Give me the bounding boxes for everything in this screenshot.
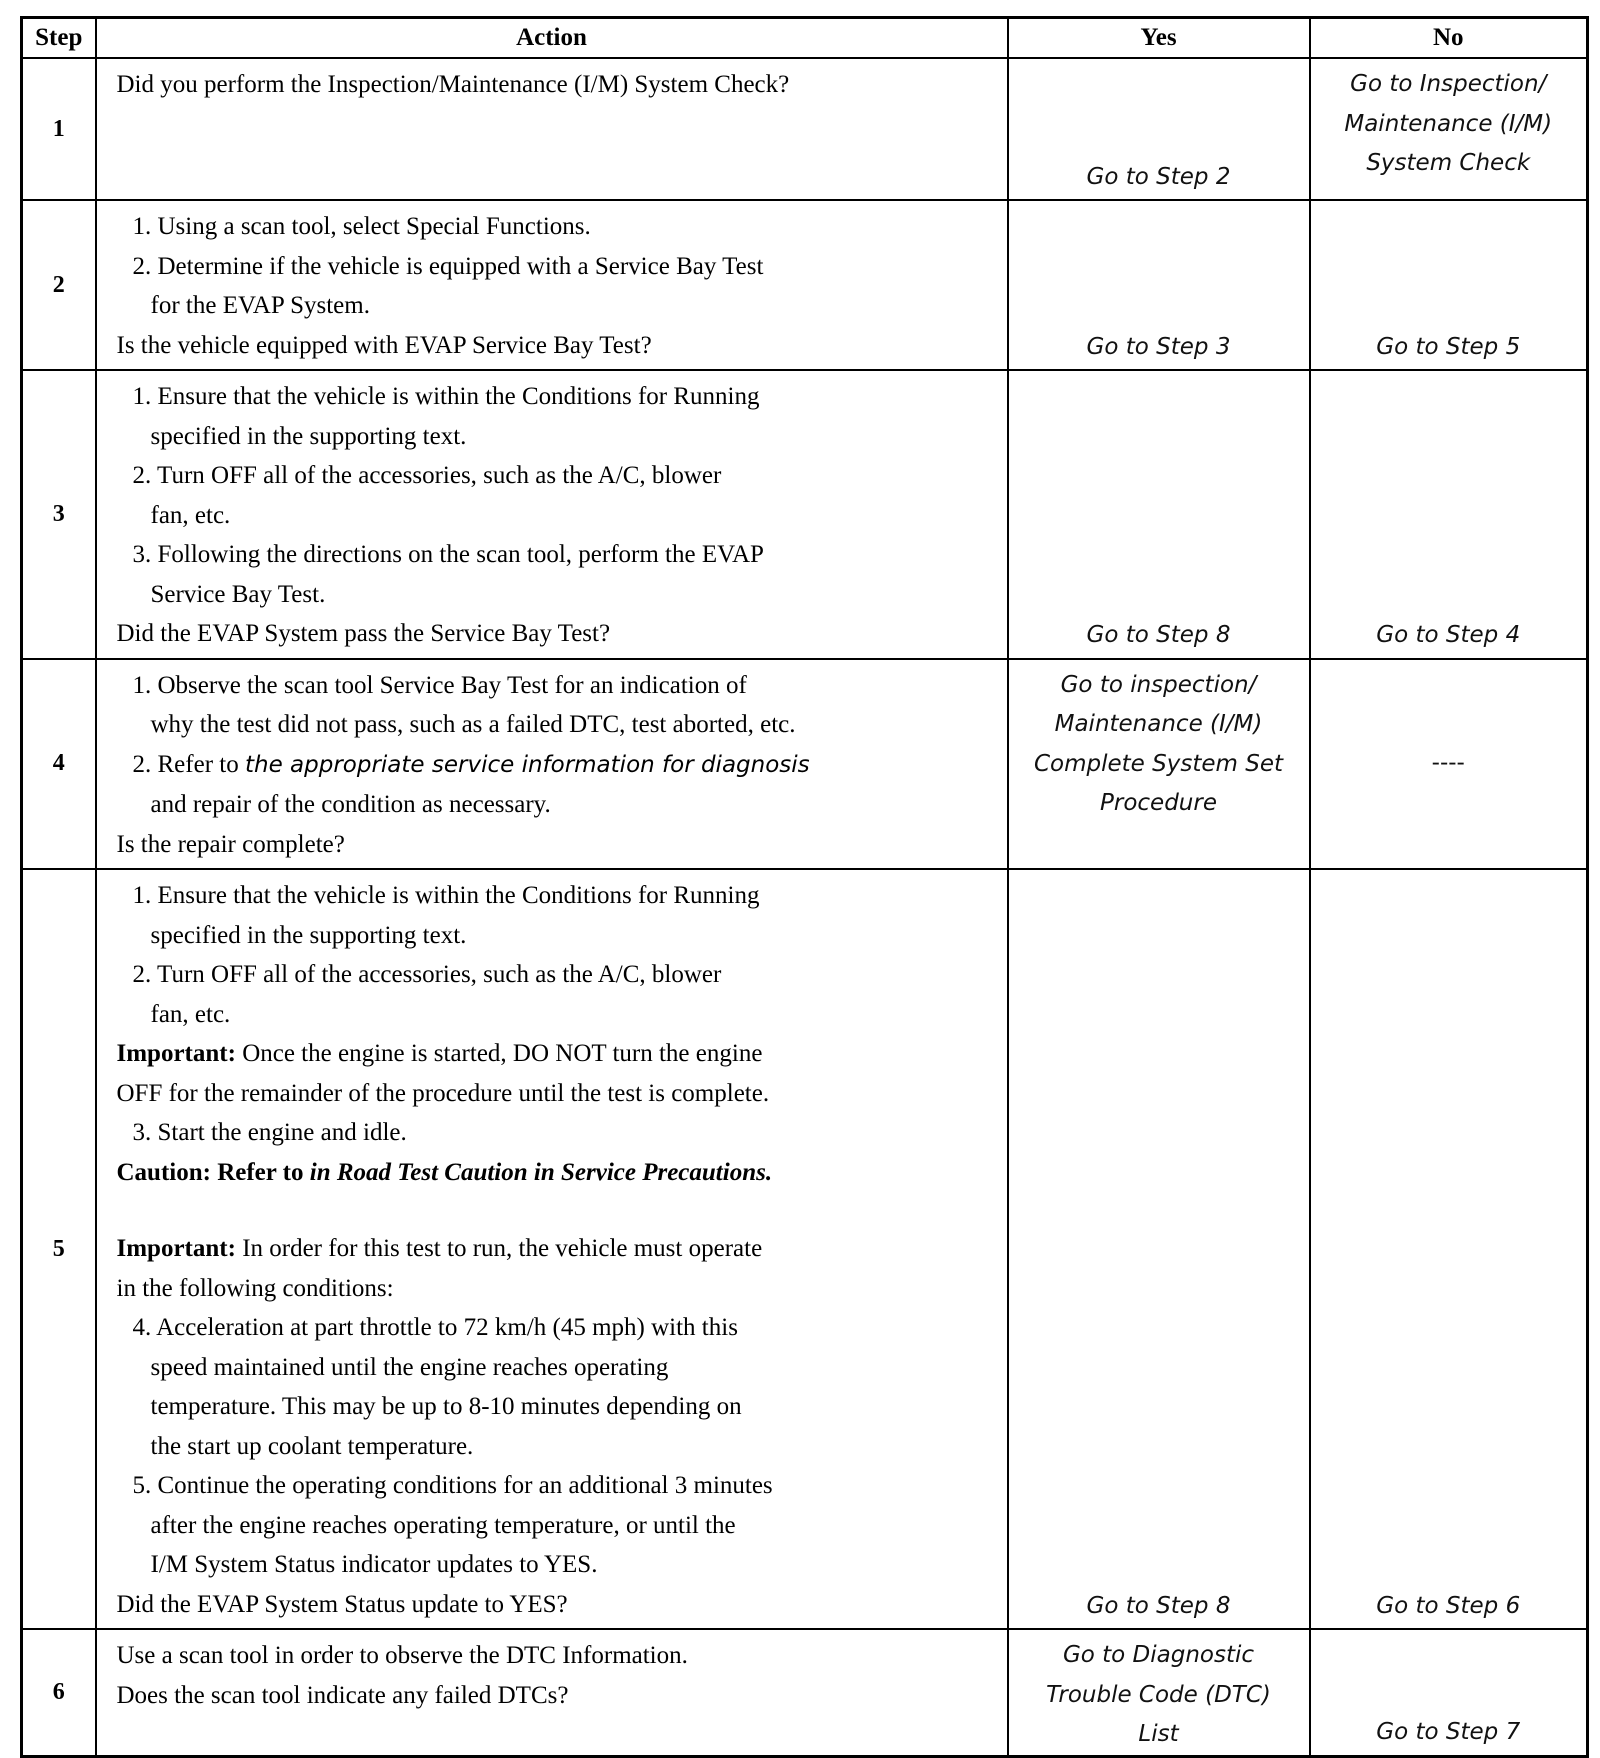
no-cell (1310, 659, 1588, 870)
action-item: 3. Start the engine and idle. (132, 1119, 407, 1146)
yes-cell[interactable] (1008, 1629, 1310, 1756)
action-item: 1. Ensure that the vehicle is within the Conditions for Running (132, 383, 760, 410)
yes-cell (1008, 58, 1310, 200)
action-item: 2. Turn OFF all of the accessories, such as the A/C, blower (132, 462, 722, 489)
yes-link[interactable]: Go to Step 2 (1086, 163, 1231, 190)
yes-cell[interactable] (1008, 659, 1310, 870)
action-item-continued: after the engine reaches operating temperature, or until the (150, 1511, 736, 1539)
step-number: 3 (22, 370, 96, 659)
action-item: 1. Using a scan tool, select Special Functions. (132, 213, 591, 240)
action-line: Use a scan tool in order to observe the DTC Information. (116, 1642, 688, 1669)
action-item: 2. Determine if the vehicle is equipped with a Service Bay Test (132, 252, 764, 280)
yes-cell (1008, 200, 1310, 370)
action-item-continued: for the EVAP System. (150, 292, 370, 319)
step-question: Did the EVAP System Status update to YES? (116, 1590, 568, 1618)
step-action (96, 659, 1008, 870)
no-link[interactable]: Go to Step 5 (1376, 333, 1521, 360)
step-row-3 (22, 370, 1588, 659)
step-number: 5 (22, 869, 96, 1629)
no-link[interactable]: Go to Step 4 (1376, 622, 1521, 648)
step-question: Does the scan tool indicate any failed DTCs? (116, 1681, 569, 1709)
step-number: 4 (22, 659, 96, 870)
header-yes: Yes (1008, 18, 1310, 59)
step-action (96, 200, 1008, 370)
header-no: No (1310, 18, 1588, 59)
important-note-continued: OFF for the remainder of the procedure until the test is complete. (116, 1079, 770, 1107)
action-item: 1. Observe the scan tool Service Bay Test for an indication of (132, 671, 747, 699)
step-row-5 (22, 869, 1588, 1629)
action-item: 1. Ensure that the vehicle is within the Conditions for Running (132, 882, 760, 909)
action-item: 2. Turn OFF all of the accessories, such as the A/C, blower (132, 961, 722, 988)
header-step: Step (22, 18, 96, 59)
no-link-line[interactable]: System Check (1366, 150, 1531, 176)
step-question: Is the vehicle equipped with EVAP Service Bay Test? (116, 331, 652, 359)
no-link-line[interactable]: Maintenance (I/M) (1344, 110, 1553, 137)
refer-prefix: 2. Refer to (132, 750, 245, 778)
step-question: Is the repair complete? (116, 830, 345, 858)
no-cell[interactable] (1310, 58, 1588, 200)
step-row-2 (22, 200, 1588, 370)
important-note-continued: in the following conditions: (116, 1274, 394, 1302)
diagnostic-steps-table (20, 16, 1589, 1758)
action-item-continued: specified in the supporting text. (150, 921, 467, 949)
step-action (96, 370, 1008, 659)
action-item (117, 745, 993, 786)
step-action (96, 1629, 1008, 1756)
road-test-caution-reference[interactable]: in Road Test Caution in Service Precautions. (309, 1158, 773, 1186)
yes-link-line[interactable]: Procedure (1100, 790, 1217, 816)
header-action: Action (96, 18, 1008, 59)
spacer (117, 1192, 993, 1229)
step-number: 1 (22, 58, 96, 200)
step-number: 6 (22, 1629, 96, 1756)
yes-link[interactable]: Go to Step 3 (1086, 333, 1231, 360)
yes-link-line[interactable]: Maintenance (I/M) (1054, 711, 1263, 737)
step-row-4 (22, 659, 1588, 870)
no-cell (1310, 869, 1588, 1629)
action-item: 4. Acceleration at part throttle to 72 km/h (45 mph) with this (132, 1314, 738, 1341)
diagnostic-document (20, 16, 1586, 1758)
action-item-continued: the start up coolant temperature. (150, 1432, 474, 1460)
yes-link-line[interactable]: Trouble Code (DTC) (1046, 1681, 1271, 1708)
action-item-continued: temperature. This may be up to 8-10 minutes depending on (150, 1393, 742, 1420)
important-note: Important: In order for this test to run, the vehicle must operate (116, 1235, 763, 1262)
yes-cell (1008, 370, 1310, 659)
service-info-reference[interactable]: the appropriate service information for diagnosis (244, 751, 810, 778)
yes-link-line[interactable]: Go to inspection/ (1060, 671, 1257, 698)
no-cell (1310, 200, 1588, 370)
step-action (96, 58, 1008, 200)
action-item-continued: specified in the supporting text. (150, 422, 467, 450)
action-item: 3. Following the directions on the scan tool, perform the EVAP (132, 541, 764, 568)
no-cell (1310, 370, 1588, 659)
step-number: 2 (22, 200, 96, 370)
action-item-continued: fan, etc. (150, 1000, 231, 1028)
action-item-continued: I/M System Status indicator updates to YES. (150, 1551, 598, 1578)
action-item: 5. Continue the operating conditions for an additional 3 minutes (132, 1472, 773, 1499)
important-note: Important: Once the engine is started, DO NOT turn the engine (116, 1040, 763, 1067)
step-action (96, 869, 1008, 1629)
table-header-row (22, 18, 1588, 59)
caution-label: Caution: Refer to (116, 1158, 310, 1186)
no-value: ---- (1431, 750, 1465, 776)
important-label: Important: (116, 1040, 236, 1067)
action-item-continued: speed maintained until the engine reaches operating (150, 1353, 669, 1381)
action-item-continued: fan, etc. (150, 501, 231, 529)
no-link[interactable]: Go to Step 7 (1376, 1719, 1521, 1745)
yes-link[interactable]: Go to Step 8 (1086, 1592, 1231, 1619)
action-item-continued: and repair of the condition as necessary. (150, 791, 551, 818)
step-question: Did the EVAP System pass the Service Bay Test? (116, 620, 611, 647)
action-item-continued: why the test did not pass, such as a failed DTC, test aborted, etc. (150, 711, 796, 738)
yes-link-line[interactable]: Complete System Set (1033, 750, 1283, 777)
caution-note (117, 1153, 993, 1193)
important-label: Important: (116, 1235, 236, 1262)
yes-link[interactable]: Go to Step 8 (1086, 622, 1231, 648)
step-question: Did you perform the Inspection/Maintenance (I/M) System Check? (116, 71, 790, 98)
no-link[interactable]: Go to Step 6 (1376, 1592, 1521, 1619)
yes-cell (1008, 869, 1310, 1629)
action-item-continued: Service Bay Test. (150, 580, 326, 608)
no-link-line[interactable]: Go to Inspection/ (1350, 71, 1547, 97)
step-row-6 (22, 1629, 1588, 1756)
no-cell (1310, 1629, 1588, 1756)
step-row-1 (22, 58, 1588, 200)
yes-link-line[interactable]: Go to Diagnostic (1062, 1642, 1255, 1668)
yes-link-line[interactable]: List (1138, 1721, 1179, 1747)
